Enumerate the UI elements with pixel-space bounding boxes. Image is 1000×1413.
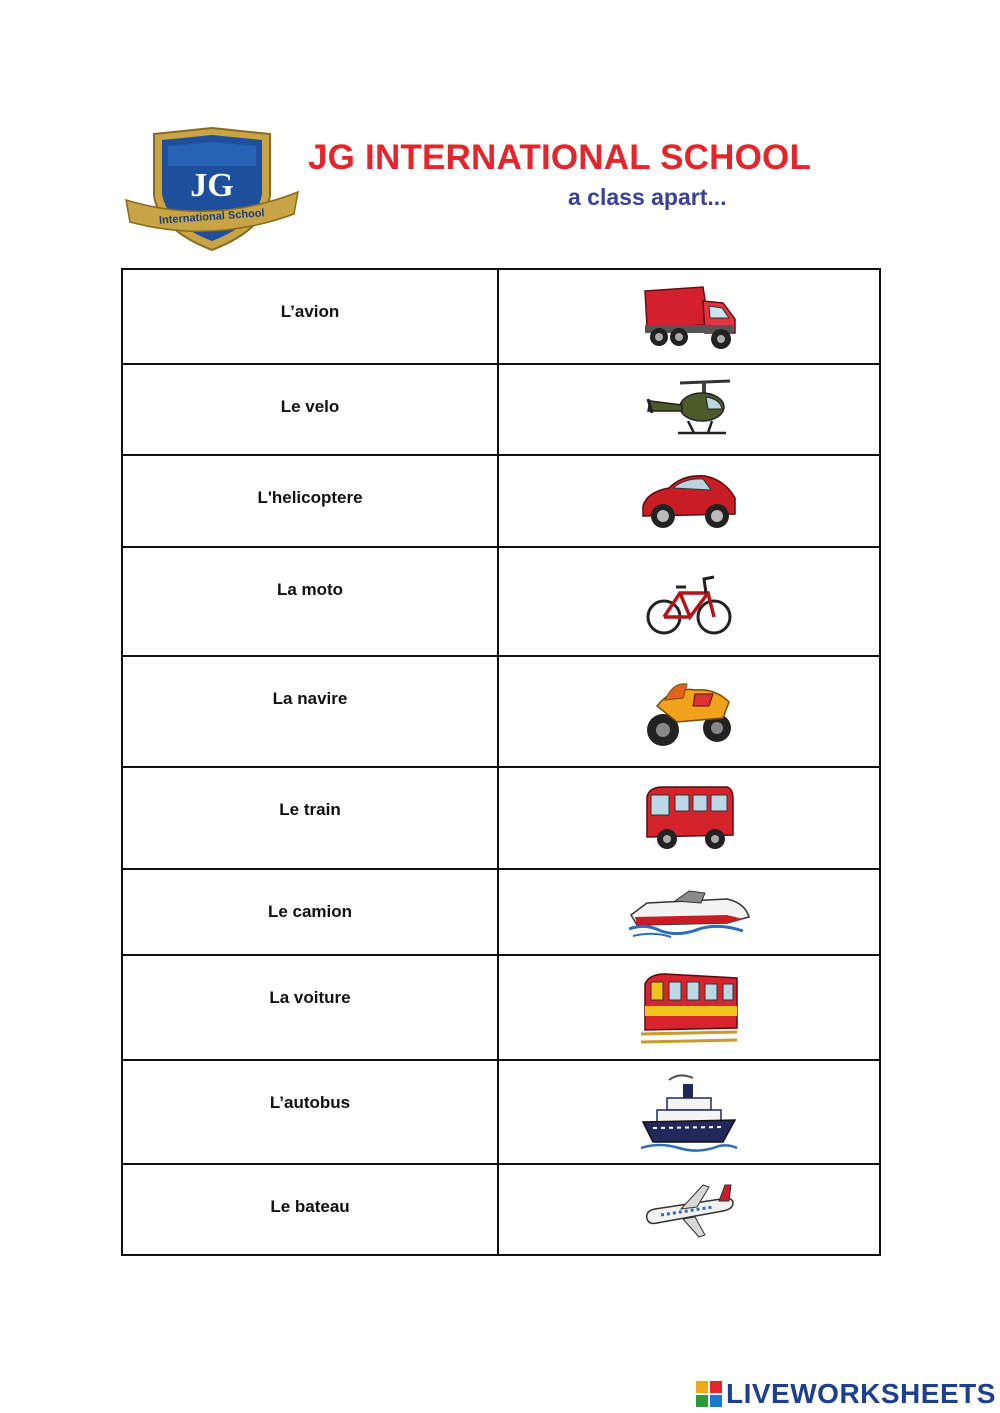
picture-cell — [499, 270, 879, 363]
table-row — [123, 1165, 879, 1256]
table-row — [123, 657, 879, 768]
picture-cell — [499, 768, 879, 868]
bicycle-icon — [646, 565, 732, 639]
word-label: La voiture — [269, 988, 351, 1007]
table-row — [123, 1061, 879, 1165]
page-header — [0, 0, 1000, 260]
motorcycle-icon — [643, 672, 735, 752]
svg-text:JG: JG — [190, 167, 234, 204]
school-crest-logo — [124, 126, 300, 254]
picture-cell — [499, 548, 879, 655]
table-row — [123, 768, 879, 870]
car-icon — [639, 466, 739, 536]
table-row — [123, 270, 879, 365]
table-row — [123, 365, 879, 456]
picture-cell — [499, 456, 879, 546]
word-label: La moto — [276, 580, 344, 599]
picture-cell — [499, 956, 879, 1059]
train-icon — [639, 968, 739, 1048]
liveworksheets-mark-icon — [696, 1381, 722, 1407]
picture-cell — [499, 365, 879, 454]
ship-icon — [639, 1070, 739, 1154]
bus-icon — [643, 783, 735, 853]
word-label: L’avion — [280, 302, 340, 321]
word-label: L'helicoptere — [257, 488, 363, 507]
table-row — [123, 956, 879, 1061]
picture-cell — [499, 1061, 879, 1163]
school-tagline: a class apart... — [568, 184, 727, 210]
speedboat-icon — [627, 881, 751, 943]
table-row — [123, 548, 879, 657]
airplane-icon — [641, 1179, 737, 1241]
word-label: La navire — [272, 689, 348, 708]
word-label: Le camion — [267, 902, 353, 921]
school-name: JG INTERNATIONAL SCHOOL — [308, 138, 812, 177]
word-label: Le train — [279, 800, 341, 819]
picture-cell — [499, 657, 879, 766]
picture-cell — [499, 1165, 879, 1254]
helicopter-icon — [644, 377, 734, 443]
matching-table — [121, 268, 881, 1256]
svg-text:International School: International School — [158, 207, 265, 227]
word-label: Le bateau — [270, 1197, 350, 1216]
liveworksheets-brand: LIVEWORKSHEETS — [726, 1378, 996, 1409]
liveworksheets-logo — [696, 1377, 996, 1411]
word-label: Le velo — [280, 397, 340, 416]
table-row — [123, 456, 879, 548]
table-row — [123, 870, 879, 956]
truck-icon — [639, 281, 739, 353]
picture-cell — [499, 870, 879, 954]
word-label: L’autobus — [269, 1093, 351, 1112]
